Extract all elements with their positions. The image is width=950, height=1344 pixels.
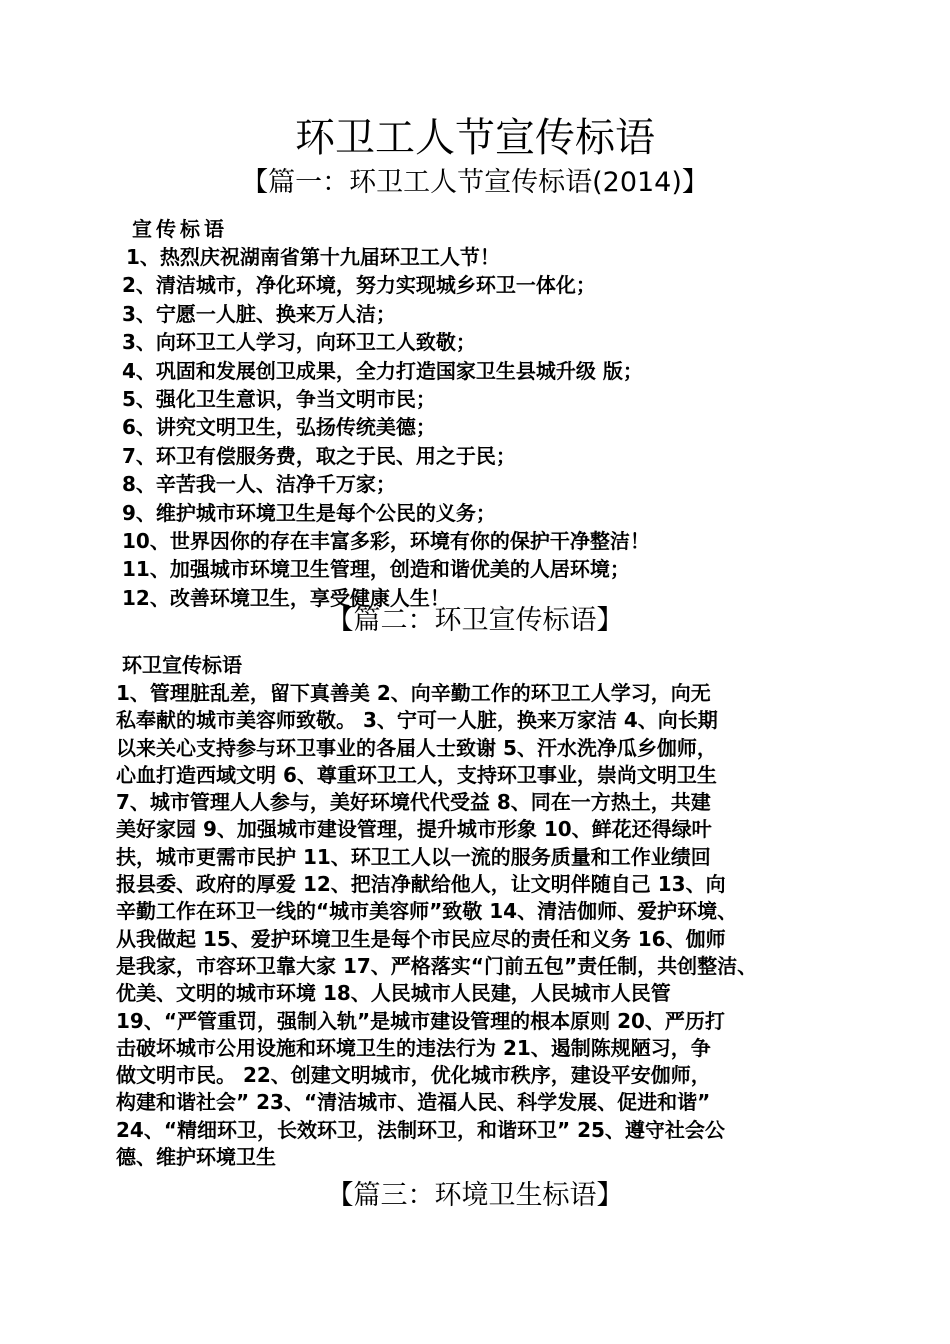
- list-item: 11、加强城市环境卫生管理，创造和谐优美的人居环境；: [122, 557, 630, 582]
- paragraph-line: 1、管理脏乱差，留下真善美 2、向辛勤工作的环卫工人学习，向无: [116, 681, 711, 705]
- paragraph-line: 扶，城市更需市民护 11、环卫工人以一流的服务质量和工作业绩回: [116, 844, 711, 869]
- section-heading-1: 宣传标语: [132, 217, 228, 241]
- paragraph-line: 报县委、政府的厚爱 12、把洁净献给他人，让文明伴随自己 13、向: [116, 872, 726, 897]
- paragraph-line: 7、城市管理人人参与，美好环境代代受益 8、同在一方热土，共建: [116, 790, 711, 815]
- slogan-list-1: [122, 243, 650, 612]
- slogan-paragraph-2: [116, 680, 846, 1171]
- list-item: 2、清洁城市，净化环境，努力实现城乡环卫一体化；: [122, 273, 596, 298]
- paragraph-line: 击破坏城市公用设施和环境卫生的违法行为 21、遏制陈规陋习，争: [116, 1035, 711, 1060]
- chapter-title-3: 【篇三：环境卫生标语】: [326, 1180, 624, 1211]
- paragraph-line: 心血打造西域文明 6、尊重环卫工人，支持环卫事业，崇尚文明卫生: [116, 762, 717, 787]
- list-item: 3、向环卫工人学习，向环卫工人致敬；: [122, 330, 476, 355]
- list-item: 3、宁愿一人脏、换来万人洁；: [122, 301, 396, 326]
- list-item: 8、辛苦我一人、洁净千万家；: [122, 472, 396, 497]
- paragraph-line: 做文明市民。 22、创建文明城市，优化城市秩序，建设平安伽师，: [116, 1063, 711, 1088]
- paragraph-line: 优美、文明的城市环境 18、人民城市人民建，人民城市人民管: [116, 981, 671, 1006]
- paragraph-line: 私奉献的城市美容师致敬。 3、宁可一人脏，换来万家洁 4、向长期: [116, 708, 718, 733]
- list-item: 12、改善环境卫生，享受健康人生！: [122, 585, 450, 610]
- list-item: 1、热烈庆祝湖南省第十九届环卫工人节！: [126, 245, 500, 269]
- paragraph-line: 24、“精细环卫，长效环卫，法制环卫，和谐环卫” 25、遵守社会公: [116, 1117, 725, 1142]
- paragraph-line: 以来关心支持参与环卫事业的各届人士致谢 5、汗水洗净瓜乡伽师，: [116, 735, 717, 760]
- list-item: 9、维护城市环境卫生是每个公民的义务；: [122, 500, 496, 525]
- list-item: 5、强化卫生意识，争当文明市民；: [122, 387, 436, 412]
- document-title: 环卫工人节宣传标语: [295, 115, 655, 161]
- paragraph-line: 辛勤工作在环卫一线的“城市美容师”致敬 14、清洁伽师、爱护环境、: [116, 899, 738, 924]
- paragraph-line: 19、“严管重罚，强制入轨”是城市建设管理的根本原则 20、严历打: [116, 1008, 725, 1033]
- list-item: 6、讲究文明卫生，弘扬传统美德；: [122, 415, 436, 440]
- paragraph-line: 德、维护环境卫生: [116, 1145, 276, 1170]
- list-item: 10、世界因你的存在丰富多彩，环境有你的保护干净整洁！: [122, 529, 650, 554]
- list-item: 4、巩固和发展创卫成果，全力打造国家卫生县城升级 版；: [122, 358, 643, 383]
- chapter-title-2: 【篇二：环卫宣传标语】: [326, 605, 624, 636]
- list-item: 7、环卫有偿服务费，取之于民、用之于民；: [122, 443, 516, 468]
- paragraph-line: 美好家园 9、加强城市建设管理，提升城市形象 10、鲜花还得绿叶: [116, 817, 712, 842]
- chapter-title-1: 【篇一：环卫工人节宣传标语(2014)】: [241, 167, 709, 198]
- paragraph-line: 是我家，市容环卫靠大家 17、严格落实“门前五包”责任制，共创整洁、: [116, 953, 758, 978]
- paragraph-line: 构建和谐社会” 23、“清洁城市、造福人民、科学发展、促进和谐”: [116, 1090, 711, 1115]
- section-heading-2: 环卫宣传标语: [122, 653, 242, 677]
- paragraph-line: 从我做起 15、爱护环境卫生是每个市民应尽的责任和义务 16、伽师: [116, 926, 726, 951]
